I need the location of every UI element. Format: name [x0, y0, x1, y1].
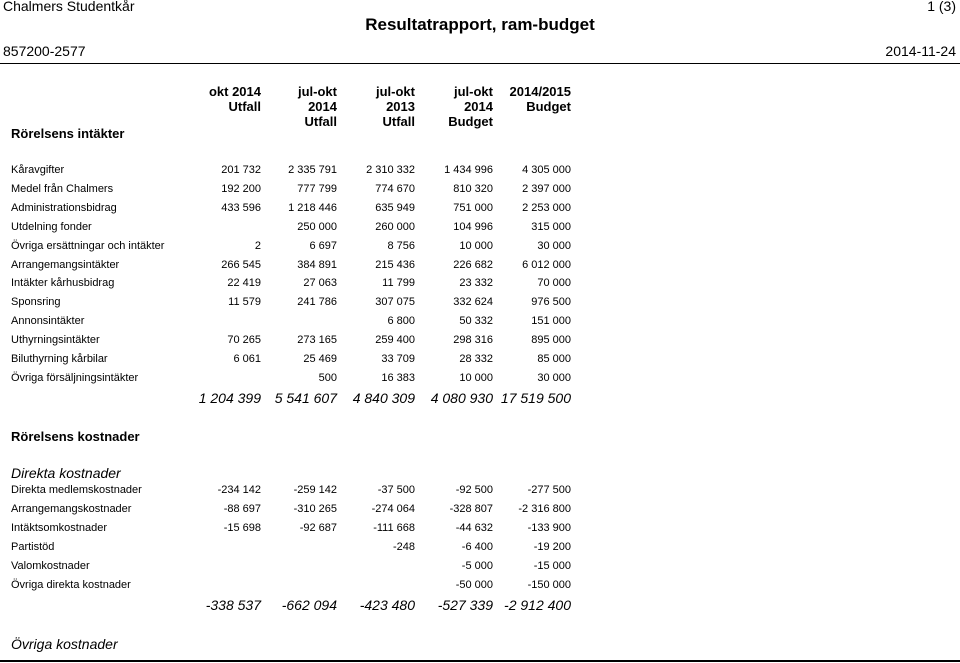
value-cell: 30 000 [537, 239, 571, 252]
value-cell: 384 891 [297, 258, 337, 271]
value-cell: 10 000 [459, 239, 493, 252]
value-cell: 433 596 [221, 201, 261, 214]
value-cell: 315 000 [531, 220, 571, 233]
value-cell: 10 000 [459, 371, 493, 384]
value-cell: 6 061 [233, 353, 261, 365]
value-cell: -15 000 [533, 559, 571, 572]
value-cell: 4 305 000 [522, 164, 571, 176]
value-cell: -44 632 [455, 521, 493, 534]
value-cell: -50 000 [455, 578, 493, 591]
column-header-line: 2014 [308, 99, 337, 114]
value-cell: -19 200 [533, 540, 571, 553]
row-label: Intäkter kårhusbidrag [11, 277, 115, 290]
value-cell: -328 807 [449, 502, 493, 515]
row-label: Administrationsbidrag [11, 201, 117, 214]
table-row [0, 296, 960, 314]
table-row [0, 560, 960, 578]
value-cell: 2 253 000 [522, 201, 571, 214]
account-number: 857200-2577 [3, 43, 86, 59]
value-cell: 1 218 446 [288, 201, 337, 214]
value-cell: -248 [392, 540, 415, 553]
table-row [0, 259, 960, 277]
value-cell: 777 799 [297, 182, 337, 195]
row-label: Partistöd [11, 540, 55, 553]
row-label: Övriga ersättningar och intäkter [11, 239, 165, 252]
report-date: 2014-11-24 [885, 43, 956, 59]
organization-name: Chalmers Studentkår [3, 0, 135, 14]
value-cell: -5 000 [461, 559, 493, 572]
table-row [0, 484, 960, 502]
value-cell: 70 000 [537, 277, 571, 290]
row-label: Utdelning fonder [11, 220, 92, 233]
total-cell: 17 519 500 [500, 390, 571, 406]
value-cell: 22 419 [227, 277, 261, 290]
value-cell: 215 436 [375, 258, 415, 271]
table-row [0, 541, 960, 559]
report-title: Resultatrapport, ram-budget [365, 15, 595, 34]
page-number: 1 (3) [927, 0, 956, 14]
table-row [0, 372, 960, 390]
value-cell: 25 469 [303, 353, 337, 365]
value-cell: -6 400 [461, 540, 493, 553]
value-cell: 6 800 [387, 315, 415, 328]
value-cell: 151 000 [531, 315, 571, 328]
value-cell: 2 310 332 [366, 164, 415, 176]
value-cell: 104 996 [453, 220, 493, 233]
value-cell: 30 000 [537, 371, 571, 384]
table-row [0, 164, 960, 182]
total-cell: 5 541 607 [274, 390, 337, 406]
table-row [0, 522, 960, 540]
totals-row [0, 597, 960, 617]
value-cell: 85 000 [537, 353, 571, 365]
value-cell: 23 332 [459, 277, 493, 290]
column-header-line: Utfall [228, 99, 261, 114]
column-header-line: 2014 [464, 99, 493, 114]
value-cell: 16 383 [381, 371, 415, 384]
value-cell: -133 900 [527, 521, 571, 534]
value-cell: 273 165 [297, 334, 337, 347]
value-cell: -88 697 [223, 502, 261, 515]
row-label: Medel från Chalmers [11, 182, 114, 195]
table-row [0, 277, 960, 295]
value-cell: 6 697 [309, 239, 337, 252]
value-cell: 2 [254, 239, 261, 252]
value-cell: 241 786 [297, 296, 337, 309]
column-header-line: jul-okt [298, 84, 337, 99]
value-cell: 6 012 000 [522, 258, 571, 271]
value-cell: 226 682 [453, 258, 493, 271]
row-label: Valomkostnader [11, 559, 90, 572]
column-header-line: Utfall [304, 114, 337, 129]
value-cell: 774 670 [375, 182, 415, 195]
totals-row [0, 390, 960, 410]
row-label: Arrangemangskostnader [11, 502, 132, 515]
value-cell: -150 000 [527, 578, 571, 591]
total-cell: -338 537 [205, 597, 261, 613]
value-cell: 266 545 [221, 258, 261, 271]
value-cell: 259 400 [375, 334, 415, 347]
value-cell: -15 698 [223, 521, 261, 534]
value-cell: 895 000 [531, 334, 571, 347]
value-cell: 751 000 [453, 201, 493, 214]
total-cell: -2 912 400 [504, 597, 571, 613]
column-header-line: Budget [448, 114, 493, 129]
income-heading: Rörelsens intäkter [11, 126, 125, 141]
value-cell: 810 320 [453, 182, 493, 195]
total-cell: -423 480 [359, 597, 415, 613]
value-cell: -259 142 [293, 484, 337, 496]
column-header [461, 84, 571, 114]
value-cell: 298 316 [453, 334, 493, 347]
value-cell: 33 709 [381, 353, 415, 365]
row-label: Biluthyrning kårbilar [11, 353, 108, 365]
value-cell: -2 316 800 [518, 502, 571, 515]
row-label: Direkta medlemskostnader [11, 484, 142, 496]
table-row [0, 240, 960, 258]
value-cell: 28 332 [459, 353, 493, 365]
value-cell: 635 949 [375, 201, 415, 214]
row-label: Intäktsomkostnader [11, 521, 107, 534]
column-header-line: 2013 [386, 99, 415, 114]
other-costs-subheading: Övriga kostnader [11, 636, 118, 652]
row-label: Arrangemangsintäkter [11, 258, 120, 271]
value-cell: 1 434 996 [444, 164, 493, 176]
table-row [0, 579, 960, 597]
value-cell: 201 732 [221, 164, 261, 176]
value-cell: -274 064 [371, 502, 415, 515]
value-cell: -111 668 [373, 521, 415, 534]
value-cell: 70 265 [227, 334, 261, 347]
column-header-line: jul-okt [376, 84, 415, 99]
total-cell: 4 840 309 [352, 390, 415, 406]
value-cell: 27 063 [303, 277, 337, 290]
table-row [0, 183, 960, 201]
value-cell: -37 500 [377, 484, 415, 496]
value-cell: 500 [318, 371, 337, 384]
column-header-line: okt 2014 [208, 84, 261, 99]
column-header-line: 2014/2015 [509, 84, 571, 99]
table-row [0, 221, 960, 239]
table-row [0, 503, 960, 521]
header-divider [0, 63, 960, 64]
value-cell: 2 397 000 [522, 182, 571, 195]
row-label: Annonsintäkter [11, 315, 85, 328]
value-cell: 260 000 [375, 220, 415, 233]
row-label: Uthyrningsintäkter [11, 334, 100, 347]
row-label: Övriga direkta kostnader [11, 578, 131, 591]
total-cell: 1 204 399 [198, 390, 261, 406]
costs-heading: Rörelsens kostnader [11, 429, 140, 444]
value-cell: -92 500 [455, 484, 493, 496]
column-header-line: Utfall [382, 114, 415, 129]
value-cell: -310 265 [293, 502, 337, 515]
value-cell: 307 075 [375, 296, 415, 309]
bottom-divider [0, 660, 960, 662]
total-cell: -527 339 [437, 597, 493, 613]
value-cell: 50 332 [459, 315, 493, 328]
direct-costs-subheading: Direkta kostnader [11, 465, 121, 481]
value-cell: -277 500 [527, 484, 571, 496]
row-label: Sponsring [11, 296, 61, 309]
value-cell: 11 579 [228, 296, 261, 309]
column-header-line: jul-okt [454, 84, 493, 99]
value-cell: 11 799 [382, 277, 415, 290]
value-cell: -234 142 [217, 484, 261, 496]
value-cell: 332 624 [453, 296, 493, 309]
value-cell: 976 500 [531, 296, 571, 309]
value-cell: 2 335 791 [288, 164, 337, 176]
value-cell: 8 756 [387, 239, 415, 252]
table-row [0, 353, 960, 371]
table-row [0, 315, 960, 333]
table-row [0, 334, 960, 352]
value-cell: 250 000 [297, 220, 337, 233]
total-cell: -662 094 [281, 597, 337, 613]
row-label: Kåravgifter [11, 164, 65, 176]
value-cell: -92 687 [299, 521, 337, 534]
table-row [0, 202, 960, 220]
total-cell: 4 080 930 [430, 390, 493, 406]
row-label: Övriga försäljningsintäkter [11, 371, 139, 384]
column-header-line: Budget [526, 99, 571, 114]
value-cell: 192 200 [221, 182, 261, 195]
